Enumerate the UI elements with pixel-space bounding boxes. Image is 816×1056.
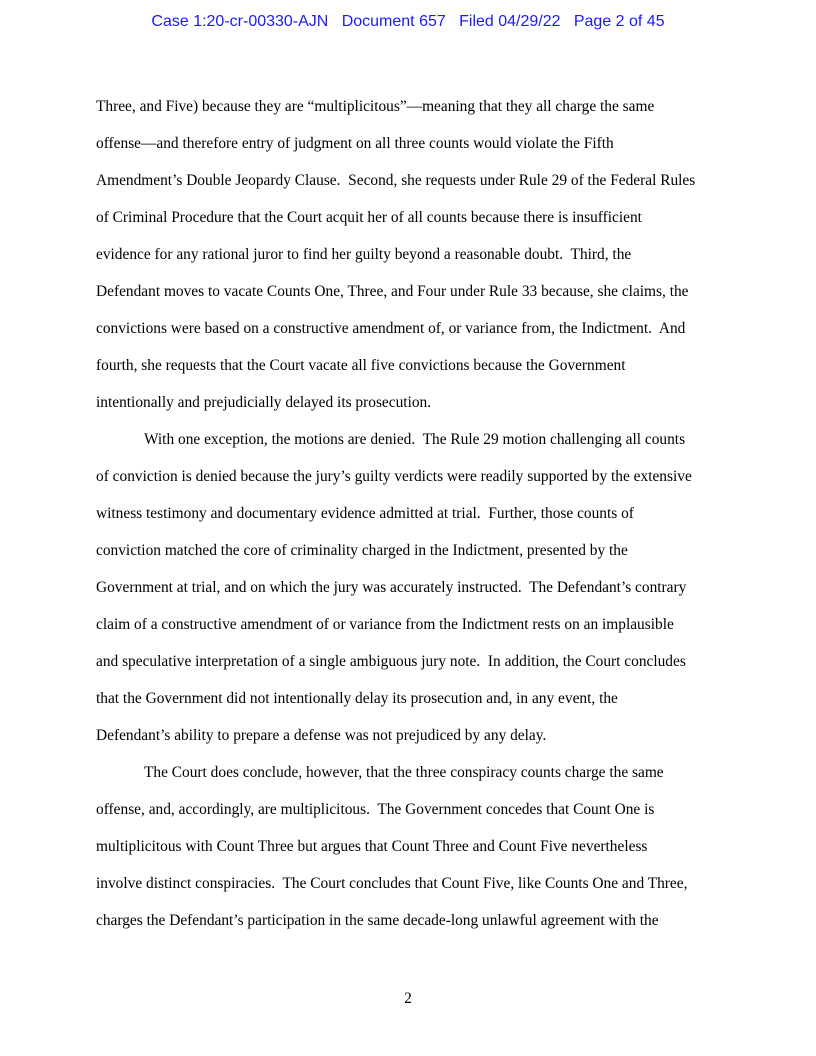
body-line: that the Government did not intentionally delay its prosecution and, in any event, the	[96, 690, 618, 707]
body-line: intentionally and prejudicially delayed its prosecution.	[96, 394, 432, 411]
body-line: Amendment’s Double Jeopardy Clause. Second, she requests under Rule 29 of the Federal Rules	[96, 172, 696, 189]
body-line: evidence for any rational juror to find her guilty beyond a reasonable doubt. Third, the	[96, 246, 632, 263]
body-line: Government at trial, and on which the jury was accurately instructed. The Defendant’s contrary	[96, 579, 687, 596]
body-line: offense—and therefore entry of judgment on all three counts would violate the Fifth	[96, 135, 614, 152]
body-line: of conviction is denied because the jury’s guilty verdicts were readily supported by the extensive	[96, 468, 692, 485]
filed-date: Filed 04/29/22	[459, 13, 561, 30]
document-number: Document 657	[341, 13, 446, 30]
page-number: 2	[404, 990, 412, 1007]
body-line: Defendant moves to vacate Counts One, Three, and Four under Rule 33 because, she claims, the	[96, 283, 689, 300]
case-number: Case 1:20-cr-00330-AJN	[151, 13, 329, 30]
paragraph-first-line: With one exception, the motions are denied. The Rule 29 motion challenging all counts	[144, 431, 686, 448]
body-line: charges the Defendant’s participation in the same decade-long unlawful agreement with the	[96, 912, 659, 929]
page-indicator: Page 2 of 45	[573, 13, 665, 30]
body-line: Three, and Five) because they are “multiplicitous”—meaning that they all charge the same	[96, 98, 655, 115]
body-line: of Criminal Procedure that the Court acquit her of all counts because there is insufficient	[96, 209, 642, 226]
body-line: claim of a constructive amendment of or variance from the Indictment rests on an implausible	[96, 616, 674, 633]
body-line: witness testimony and documentary evidence admitted at trial. Further, those counts of	[96, 505, 634, 522]
body-line: conviction matched the core of criminality charged in the Indictment, presented by the	[96, 542, 628, 559]
body-line: fourth, she requests that the Court vacate all five convictions because the Government	[96, 357, 626, 374]
body-line: Defendant’s ability to prepare a defense was not prejudiced by any delay.	[96, 727, 547, 744]
paragraph-first-line: The Court does conclude, however, that the three conspiracy counts charge the same	[144, 764, 664, 781]
case-header	[0, 13, 816, 31]
body-line: and speculative interpretation of a single ambiguous jury note. In addition, the Court concludes	[96, 653, 686, 670]
body-line: multiplicitous with Count Three but argues that Count Three and Count Five nevertheless	[96, 838, 648, 855]
document-body	[96, 88, 726, 939]
body-line: convictions were based on a constructive amendment of, or variance from, the Indictment. And	[96, 320, 686, 337]
body-line: offense, and, accordingly, are multiplicitous. The Government concedes that Count One is	[96, 801, 655, 818]
body-line: involve distinct conspiracies. The Court concludes that Count Five, like Counts One and Three,	[96, 875, 688, 892]
